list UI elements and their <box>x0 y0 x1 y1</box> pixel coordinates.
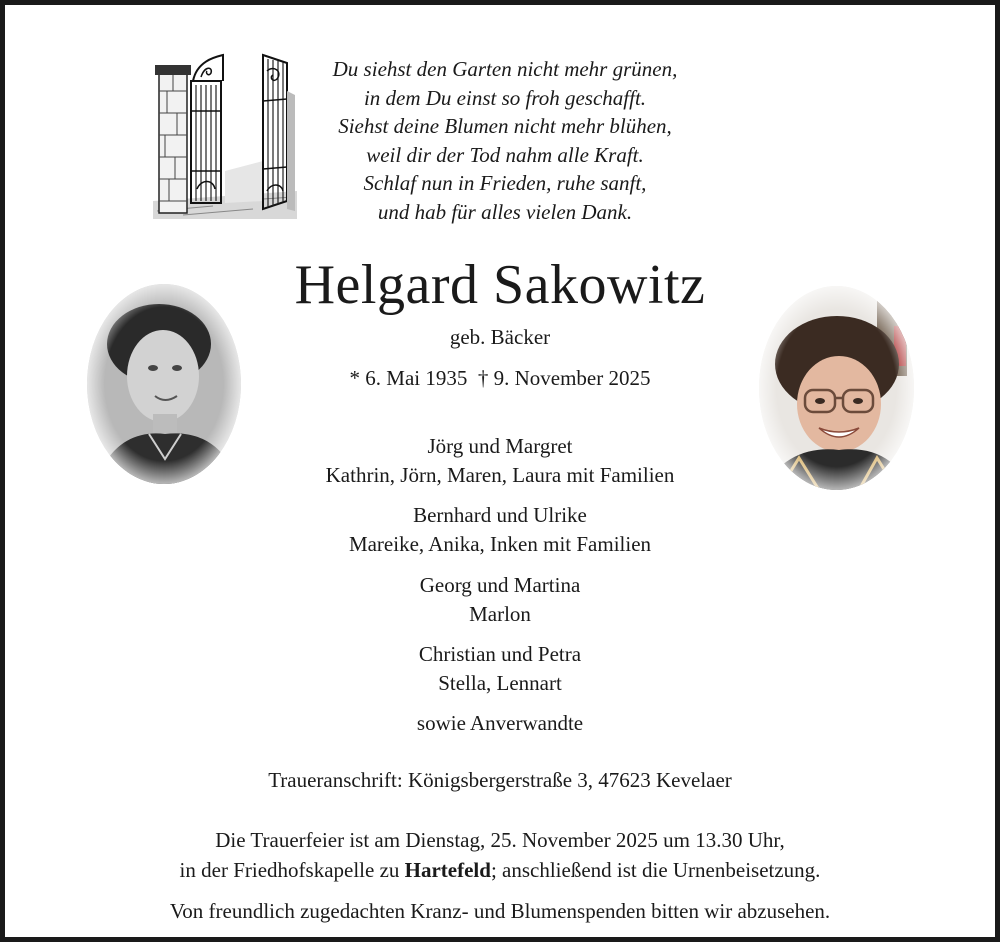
deceased-name: Helgard Sakowitz <box>294 254 706 316</box>
family-group-1 <box>5 432 995 490</box>
family-couple: Bernhard und Ulrike <box>413 503 587 527</box>
donation-note: Von freundlich zugedachten Kranz- und Blumenspenden bitten wir abzusehen. <box>169 899 831 923</box>
family-group-4 <box>5 640 995 698</box>
poem-line: Schlaf nun in Frieden, ruhe sanft, <box>363 171 647 195</box>
family-group-2 <box>5 501 995 559</box>
ceremony-location: Hartefeld <box>404 858 491 882</box>
relatives-line <box>5 709 995 738</box>
family-couple: Georg und Martina <box>419 573 581 597</box>
poem-line: und hab für alles vielen Dank. <box>377 199 633 224</box>
ceremony-line-2 <box>5 858 995 883</box>
family-children: Kathrin, Jörn, Maren, Laura mit Familien <box>325 463 675 487</box>
family-children: Stella, Lennart <box>438 671 562 695</box>
mourning-address: Traueranschrift: Königsbergerstraße 3, 47623 Kevelaer <box>268 768 732 792</box>
ceremony-line-1: Die Trauerfeier ist am Dienstag, 25. November 2025 um 13.30 Uhr, <box>215 828 785 852</box>
poem-line: in dem Du einst so froh geschafft. <box>363 85 647 110</box>
relatives-text: sowie Anverwandte <box>416 711 584 735</box>
family-children: Marlon <box>469 602 531 626</box>
birth-name: geb. Bäcker <box>449 325 551 349</box>
poem-line: weil dir der Tod nahm alle Kraft. <box>366 142 644 167</box>
ceremony-line-2-post: ; anschließend ist die Urnenbeisetzung. <box>490 858 821 882</box>
garden-gate-illustration <box>153 51 297 219</box>
family-group-3 <box>5 571 995 629</box>
family-children: Mareike, Anika, Inken mit Familien <box>348 532 652 556</box>
ceremony-line-2-pre: in der Friedhofskapelle zu <box>179 858 405 882</box>
family-couple: Jörg und Margret <box>427 434 573 458</box>
poem-line: Du siehst den Garten nicht mehr grünen, <box>332 57 678 81</box>
memorial-poem <box>295 55 715 226</box>
family-couple: Christian und Petra <box>418 642 582 666</box>
poem-line: Siehst deine Blumen nicht mehr blühen, <box>338 114 672 138</box>
life-dates: * 6. Mai 1935 † 9. November 2025 <box>349 366 651 390</box>
